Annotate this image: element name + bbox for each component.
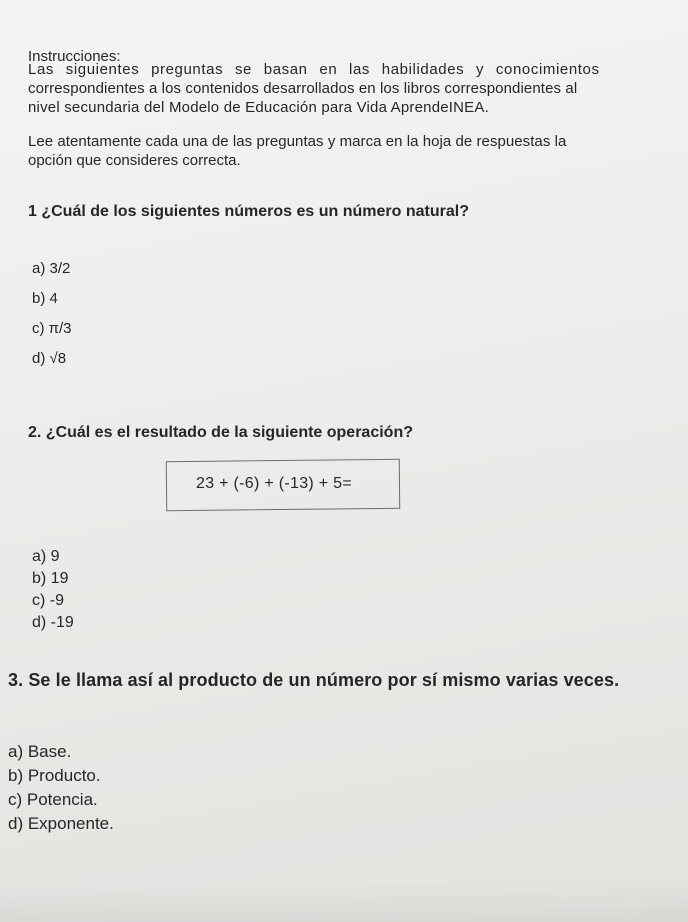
question-1-option-b[interactable]: b) 4: [32, 290, 58, 307]
instructions-paragraph-1: [28, 60, 652, 117]
question-2-text: 2. ¿Cuál es el resultado de la siguiente operación?: [28, 424, 413, 441]
page-bottom-shadow: [0, 882, 688, 922]
paragraph-1-line-3: nivel secundaria del Modelo de Educación para Vida AprendeINEA.: [28, 99, 489, 116]
question-1-text: 1 ¿Cuál de los siguientes números es un número natural?: [28, 203, 469, 220]
equation-text: 23 + (-6) + (-13) + 5=: [196, 475, 353, 492]
question-2-option-c[interactable]: c) -9: [32, 592, 64, 609]
question-3-option-a[interactable]: a) Base.: [8, 742, 72, 761]
instructions-paragraph-2: [28, 132, 652, 170]
question-3-option-c[interactable]: c) Potencia.: [8, 790, 98, 809]
question-2-option-b[interactable]: b) 19: [32, 570, 69, 587]
paragraph-2-line-1: Lee atentamente cada una de las preguntas y marca en la hoja de respuestas la: [28, 133, 567, 150]
question-3-option-d[interactable]: d) Exponente.: [8, 814, 114, 833]
question-1-option-d[interactable]: d) √8: [32, 350, 67, 367]
instructions-title: Instrucciones:: [28, 48, 121, 65]
question-2-option-d[interactable]: d) -19: [32, 614, 74, 631]
question-1-option-a[interactable]: a) 3/2: [32, 260, 71, 277]
question-2-option-a[interactable]: a) 9: [32, 548, 60, 565]
question-3-option-b[interactable]: b) Producto.: [8, 766, 101, 785]
paragraph-1-line-1: Las siguientes preguntas se basan en las habilidades y conocimientos: [28, 61, 600, 78]
question-3-text: 3. Se le llama así al producto de un número por sí mismo varias veces.: [8, 670, 620, 690]
paragraph-1-line-2: correspondientes a los contenidos desarrollados en los libros correspondientes al: [28, 80, 578, 97]
paragraph-2-line-2: opción que consideres correcta.: [28, 152, 241, 169]
question-1-option-c[interactable]: c) π/3: [32, 320, 72, 337]
